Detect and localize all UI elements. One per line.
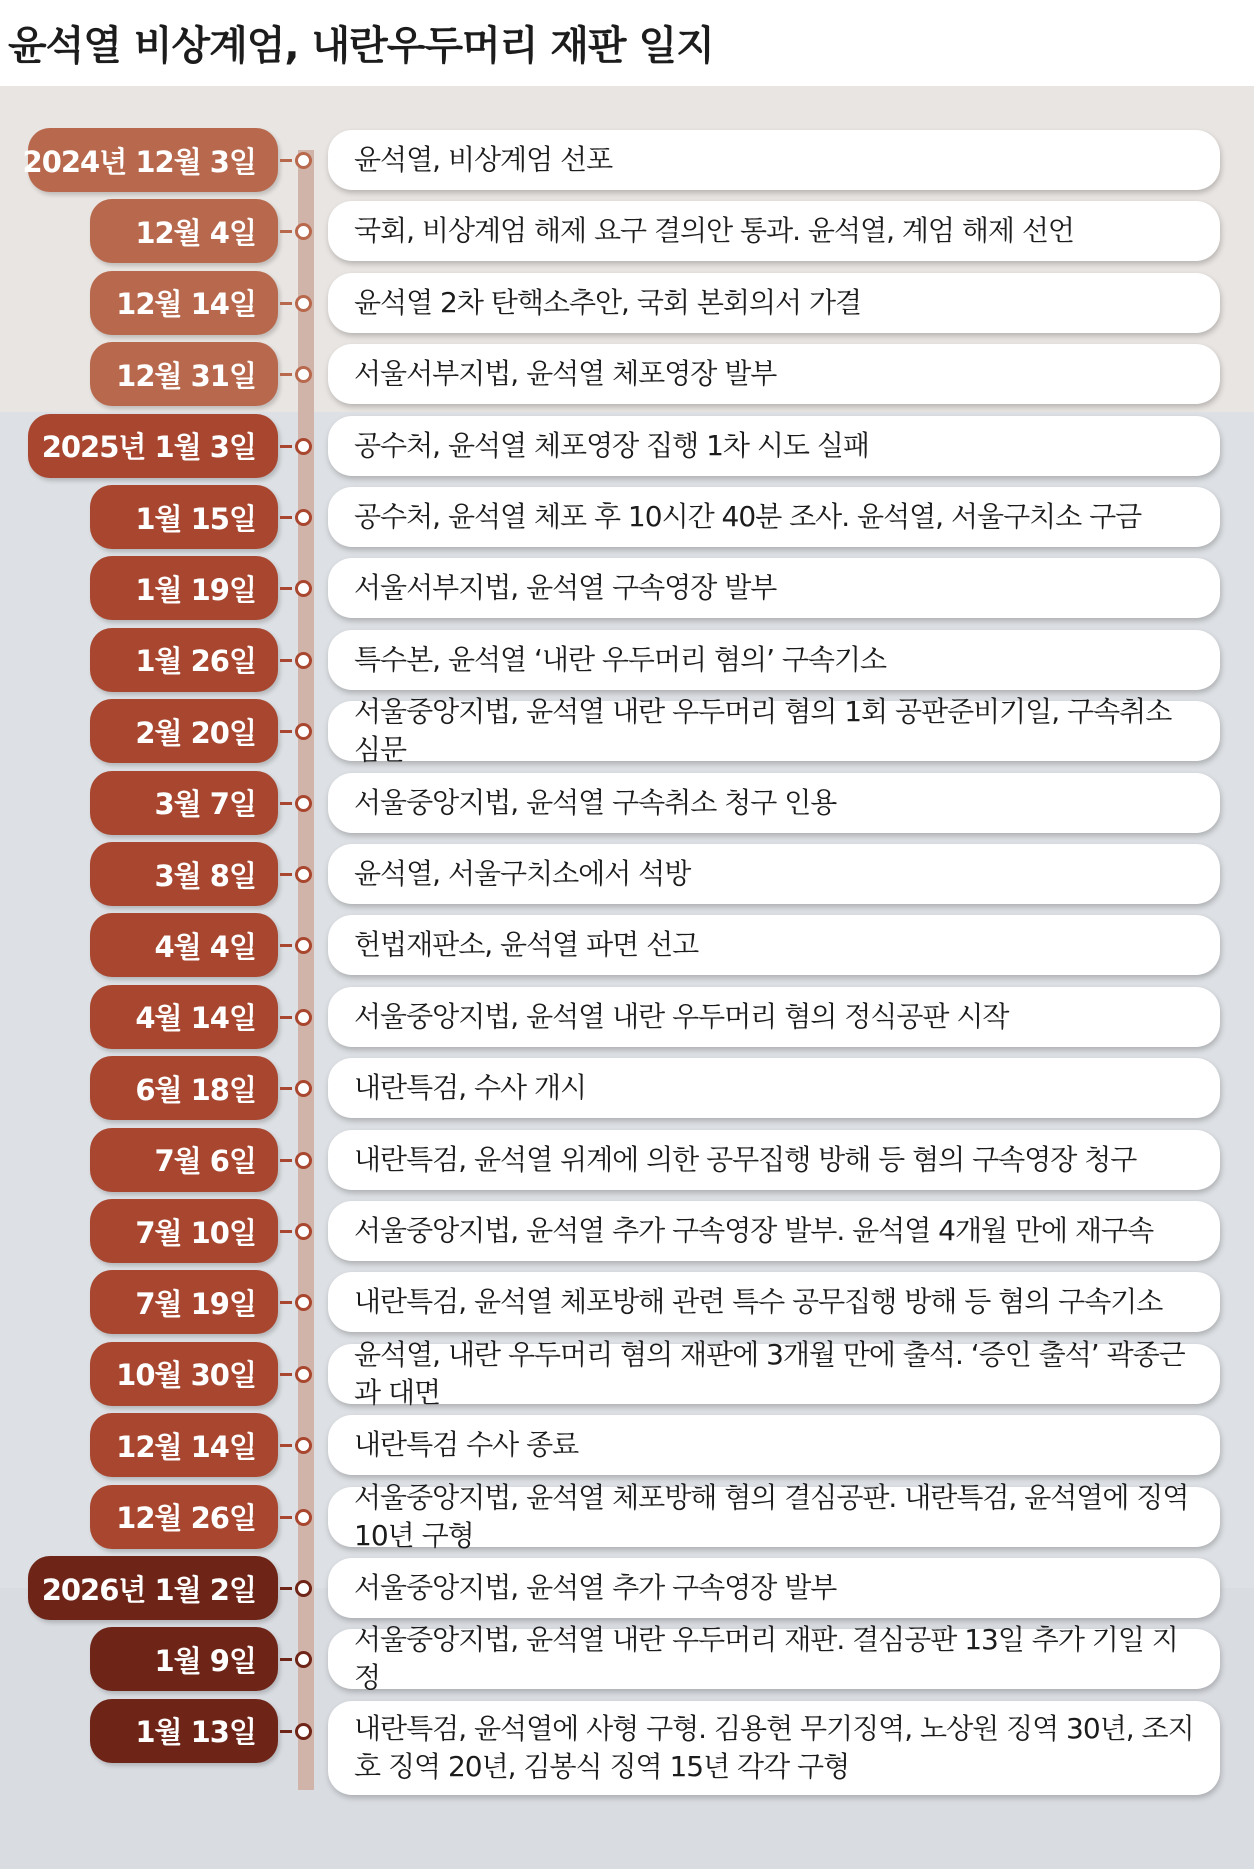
timeline-dot bbox=[295, 1509, 312, 1526]
connector-dash bbox=[280, 230, 292, 233]
event-card: 윤석열, 서울구치소에서 석방 bbox=[328, 844, 1220, 904]
connector-dash bbox=[280, 1016, 292, 1019]
timeline-dot bbox=[295, 1223, 312, 1240]
event-card: 공수처, 윤석열 체포 후 10시간 40분 조사. 윤석열, 서울구치소 구금 bbox=[328, 487, 1220, 547]
event-card: 서울중앙지법, 윤석열 내란 우두머리 혐의 정식공판 시작 bbox=[328, 987, 1220, 1047]
timeline-dot bbox=[295, 866, 312, 883]
event-card: 공수처, 윤석열 체포영장 집행 1차 시도 실패 bbox=[328, 416, 1220, 476]
timeline-dot bbox=[295, 509, 312, 526]
event-card: 내란특검, 윤석열 체포방해 관련 특수 공무집행 방해 등 혐의 구속기소 bbox=[328, 1272, 1220, 1332]
date-badge: 12월 31일 bbox=[90, 342, 278, 406]
event-card: 서울서부지법, 윤석열 체포영장 발부 bbox=[328, 344, 1220, 404]
connector-dash bbox=[280, 1230, 292, 1233]
date-badge: 12월 4일 bbox=[90, 199, 278, 263]
connector-dash bbox=[280, 1159, 292, 1162]
event-card: 내란특검 수사 종료 bbox=[328, 1415, 1220, 1475]
timeline-dot bbox=[295, 295, 312, 312]
page-title: 윤석열 비상계엄, 내란우두머리 재판 일지 bbox=[8, 23, 714, 69]
event-card: 내란특검, 윤석열 위계에 의한 공무집행 방해 등 혐의 구속영장 청구 bbox=[328, 1130, 1220, 1190]
connector-dash bbox=[280, 1658, 292, 1661]
date-badge: 1월 19일 bbox=[90, 556, 278, 620]
date-badge: 12월 14일 bbox=[90, 271, 278, 335]
date-badge: 2024년 12월 3일 bbox=[28, 128, 278, 192]
event-card: 서울중앙지법, 윤석열 체포방해 혐의 결심공판. 내란특검, 윤석열에 징역 10년 구형 bbox=[328, 1487, 1220, 1547]
date-badge: 3월 7일 bbox=[90, 771, 278, 835]
connector-dash bbox=[280, 516, 292, 519]
event-card: 서울중앙지법, 윤석열 구속취소 청구 인용 bbox=[328, 773, 1220, 833]
date-badge: 12월 14일 bbox=[90, 1413, 278, 1477]
connector-dash bbox=[280, 1444, 292, 1447]
event-card: 서울중앙지법, 윤석열 내란 우두머리 재판. 결심공판 13일 추가 기일 지정 bbox=[328, 1629, 1220, 1689]
connector-dash bbox=[280, 659, 292, 662]
connector-dash bbox=[280, 802, 292, 805]
event-card: 서울중앙지법, 윤석열 추가 구속영장 발부 bbox=[328, 1558, 1220, 1618]
date-badge: 7월 6일 bbox=[90, 1128, 278, 1192]
date-badge: 2월 20일 bbox=[90, 699, 278, 763]
date-badge: 1월 13일 bbox=[90, 1699, 278, 1763]
event-card: 내란특검, 윤석열에 사형 구형. 김용현 무기징역, 노상원 징역 30년, 조지호 징역 20년, 김봉식 징역 15년 각각 구형 bbox=[328, 1701, 1220, 1795]
connector-dash bbox=[280, 159, 292, 162]
date-badge: 6월 18일 bbox=[90, 1056, 278, 1120]
timeline-dot bbox=[295, 1366, 312, 1383]
date-badge: 2025년 1월 3일 bbox=[28, 414, 278, 478]
connector-dash bbox=[280, 302, 292, 305]
timeline-line bbox=[298, 150, 314, 1790]
event-card: 헌법재판소, 윤석열 파면 선고 bbox=[328, 915, 1220, 975]
connector-dash bbox=[280, 944, 292, 947]
timeline-dot bbox=[295, 152, 312, 169]
connector-dash bbox=[280, 1087, 292, 1090]
connector-dash bbox=[280, 873, 292, 876]
connector-dash bbox=[280, 373, 292, 376]
connector-dash bbox=[280, 1730, 292, 1733]
connector-dash bbox=[280, 1373, 292, 1376]
event-card: 윤석열 2차 탄핵소추안, 국회 본회의서 가결 bbox=[328, 273, 1220, 333]
event-card: 윤석열, 비상계엄 선포 bbox=[328, 130, 1220, 190]
connector-dash bbox=[280, 1301, 292, 1304]
timeline-dot bbox=[295, 1723, 312, 1740]
event-card: 서울서부지법, 윤석열 구속영장 발부 bbox=[328, 558, 1220, 618]
connector-dash bbox=[280, 445, 292, 448]
connector-dash bbox=[280, 1516, 292, 1519]
timeline-dot bbox=[295, 438, 312, 455]
date-badge: 1월 9일 bbox=[90, 1627, 278, 1691]
timeline-dot bbox=[295, 795, 312, 812]
event-card: 특수본, 윤석열 ‘내란 우두머리 혐의’ 구속기소 bbox=[328, 630, 1220, 690]
date-badge: 7월 10일 bbox=[90, 1199, 278, 1263]
timeline-dot bbox=[295, 1009, 312, 1026]
timeline-dot bbox=[295, 652, 312, 669]
date-badge: 2026년 1월 2일 bbox=[28, 1556, 278, 1620]
connector-dash bbox=[280, 587, 292, 590]
event-card: 국회, 비상계엄 해제 요구 결의안 통과. 윤석열, 계엄 해제 선언 bbox=[328, 201, 1220, 261]
date-badge: 3월 8일 bbox=[90, 842, 278, 906]
date-badge: 1월 26일 bbox=[90, 628, 278, 692]
event-card: 서울중앙지법, 윤석열 내란 우두머리 혐의 1회 공판준비기일, 구속취소 심문 bbox=[328, 701, 1220, 761]
event-card: 서울중앙지법, 윤석열 추가 구속영장 발부. 윤석열 4개월 만에 재구속 bbox=[328, 1201, 1220, 1261]
event-card: 내란특검, 수사 개시 bbox=[328, 1058, 1220, 1118]
timeline-dot bbox=[295, 1152, 312, 1169]
date-badge: 12월 26일 bbox=[90, 1485, 278, 1549]
connector-dash bbox=[280, 730, 292, 733]
date-badge: 7월 19일 bbox=[90, 1270, 278, 1334]
timeline-dot bbox=[295, 1580, 312, 1597]
date-badge: 10월 30일 bbox=[90, 1342, 278, 1406]
event-card: 윤석열, 내란 우두머리 혐의 재판에 3개월 만에 출석. ‘증인 출석’ 곽종근과 대면 bbox=[328, 1344, 1220, 1404]
date-badge: 4월 14일 bbox=[90, 985, 278, 1049]
connector-dash bbox=[280, 1587, 292, 1590]
date-badge: 1월 15일 bbox=[90, 485, 278, 549]
date-badge: 4월 4일 bbox=[90, 913, 278, 977]
